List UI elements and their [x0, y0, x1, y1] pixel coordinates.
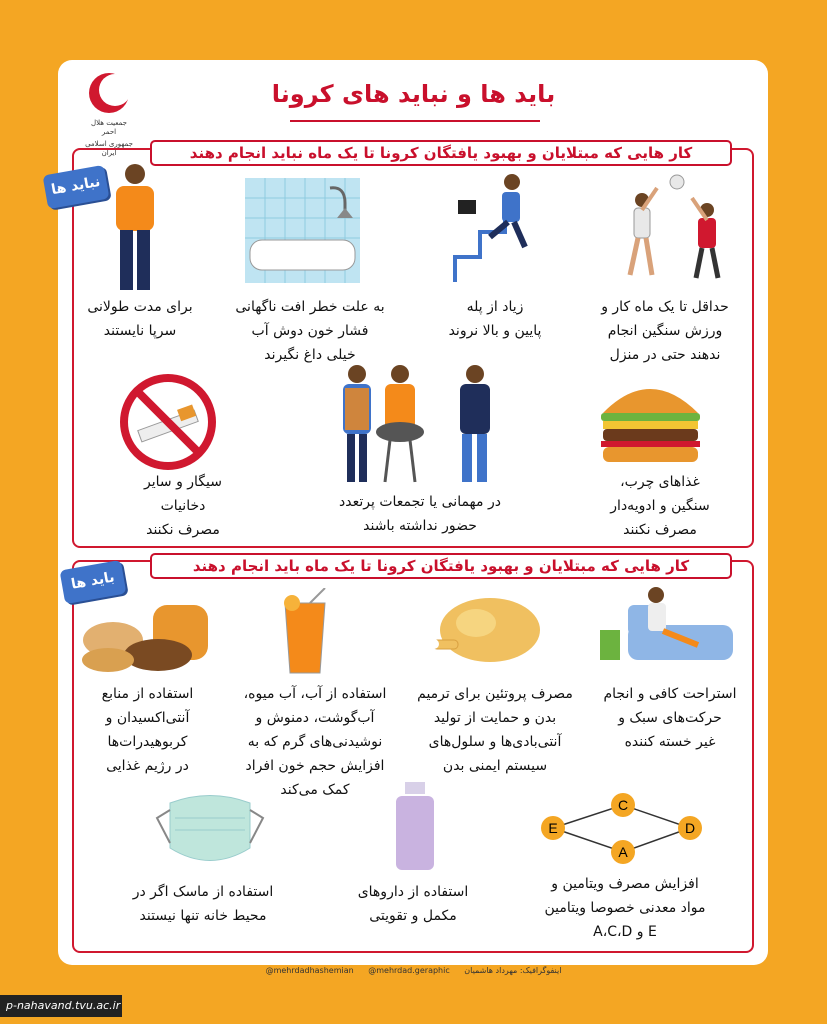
do-item-vitamins: افزایش مصرف ویتامین و مواد معدنی خصوصا ویتامین E و A،C،D [544, 876, 706, 940]
do-item-protein: مصرف پروتئین برای ترمیم بدن و حمایت از تولید آنتی‌بادی‌ها و سلول‌های سیستم ایمنی بدن [417, 686, 573, 774]
logo-caption-1: جمعیت هلال احمر [91, 119, 127, 136]
svg-text:C: C [617, 797, 629, 813]
vitamin-diagram [535, 790, 710, 865]
do-item-mask: استفاده از ماسک اگر در محیط خانه تنها نیستند [132, 884, 274, 924]
do-item-supplements: استفاده از داروهای مکمل و تقویتی [357, 884, 469, 924]
dont-item-standing: برای مدت طولانی سرپا نایستند [87, 299, 193, 339]
credit-handle-1: @mehrdad.geraphic [368, 966, 450, 975]
roast-chicken-icon [428, 585, 543, 670]
credit-author: اینفوگرافیک: مهرداد هاشمیان [464, 966, 562, 975]
credits-footer [0, 966, 827, 975]
title-underline [290, 120, 540, 122]
dont-item-hot-shower: به علت خطر افت ناگهانی فشار خون دوش آب خیلی داغ نگیرند [235, 299, 385, 363]
page-title: باید ها و نباید های کرونا [271, 80, 556, 108]
vitamin-c-node [611, 793, 635, 817]
juice-glass-icon [280, 588, 330, 678]
bread-icon [78, 600, 213, 675]
do-item-antioxidants: استفاده از منابع آنتی‌اکسیدان و کربوهیدرات‌ها در رژیم غذایی [101, 686, 194, 774]
logo-caption-2: جمهوری اسلامی ایران [85, 140, 133, 157]
no-smoking-icon [118, 372, 218, 472]
gathering-people-icon [335, 360, 500, 485]
donts-tag: نباید ها [43, 165, 110, 209]
vitamin-e-node [541, 816, 565, 840]
dos-banner: کار هایی که مبتلایان و بهبود یافتگان کرونا تا یک ماه باید انجام دهند [150, 553, 732, 579]
dont-item-gatherings: در مهمانی یا تجمعات پرتعدد حضور نداشته باشند [339, 494, 501, 534]
vitamin-d-node [678, 816, 702, 840]
supplement-bottle-icon [390, 782, 440, 872]
volleyball-players-icon [612, 170, 732, 290]
vitamin-a-node [611, 840, 635, 864]
resting-person-icon [598, 585, 738, 670]
do-item-fluids: استفاده از آب، آب میوه، آب‌گوشت، دمنوش و نوشیدنی‌های گرم که به افزایش حجم خون افراد کمک می‌کند [243, 686, 387, 798]
dont-item-fatty-food: غذاهای چرب، سنگین و ادویه‌دار مصرف نکنند [610, 474, 710, 538]
hot-shower-bathtub-icon [245, 178, 360, 283]
donts-banner: کار هایی که مبتلایان و بهبود یافتگان کرونا تا یک ماه نباید انجام دهند [150, 140, 732, 166]
burger-icon [598, 375, 703, 465]
standing-man-icon [100, 160, 170, 295]
svg-text:A: A [618, 844, 628, 860]
face-mask-icon [155, 788, 265, 873]
dont-item-smoking: سیگار و سایر دخانیات مصرف نکنند [144, 474, 222, 538]
credit-handle-2: @mehrdadhashemian [265, 966, 354, 975]
dos-tag: باید ها [60, 560, 127, 604]
stairs-runner-icon [450, 172, 550, 287]
do-item-rest: استراحت کافی و انجام حرکت‌های سبک و غیر خسته کننده [603, 686, 737, 750]
site-watermark: p-nahavand.tvu.ac.ir [0, 995, 122, 1017]
dont-item-heavy-work: حداقل تا یک ماه کار و ورزش سنگین انجام ندهند حتی در منزل [601, 299, 729, 363]
svg-text:E: E [548, 820, 558, 836]
svg-text:D: D [684, 820, 696, 836]
dont-item-stairs: زیاد از پله پایین و بالا نروند [448, 299, 542, 339]
